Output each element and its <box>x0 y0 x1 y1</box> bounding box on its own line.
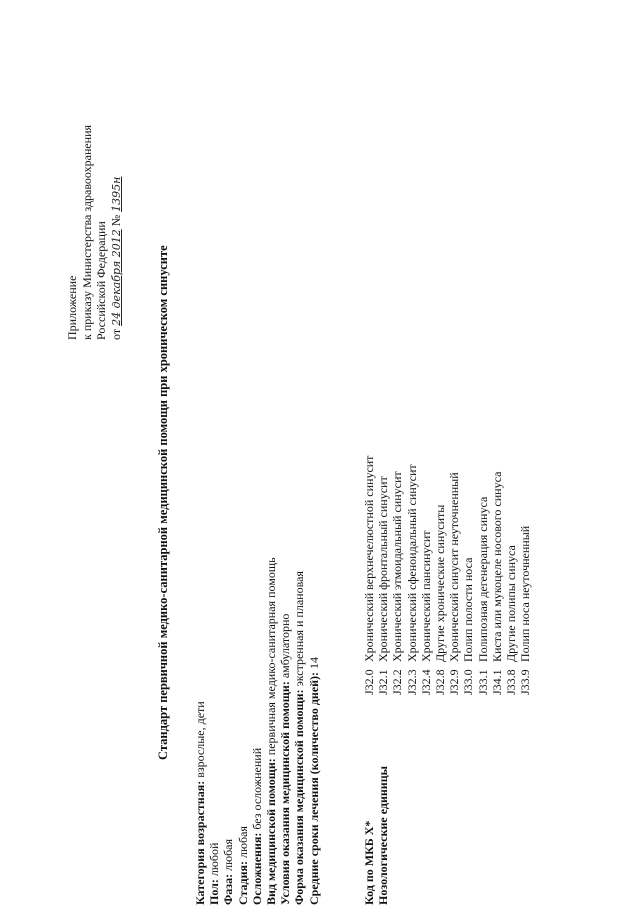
handwritten-number: 1395н <box>109 176 123 212</box>
annex-line-4 <box>109 10 124 340</box>
meta-row <box>278 145 292 905</box>
icd-code: J33.0 <box>461 669 476 695</box>
icd-row <box>518 145 532 905</box>
meta-label: Форма оказания медицинской помощи: <box>292 689 307 905</box>
meta-row <box>236 145 250 905</box>
meta-label: Стадия: <box>235 860 250 905</box>
icd-code: J34.1 <box>489 669 504 695</box>
icd-code: J32.0 <box>362 669 376 695</box>
meta-label: Пол: <box>207 879 222 905</box>
icd-name: Полип носа неуточненный <box>518 525 533 662</box>
meta-label: Категория возрастная: <box>193 780 207 905</box>
icd-name: Хронический сфеноидальный синусит <box>404 464 419 662</box>
handwritten-date: 24 декабря 2012 <box>109 229 123 326</box>
meta-value: экстренная и плановая <box>292 571 307 690</box>
icd-name: Хронический пансинусит <box>418 530 433 662</box>
meta-value: без осложнений <box>249 747 264 833</box>
document-title: Стандарт первичной медико-санитарной медицинской помощи при хроническом синусите <box>156 245 170 760</box>
annex-block <box>65 10 123 340</box>
annex-line-1: Приложение <box>65 275 79 340</box>
icd-code: J32.2 <box>390 669 405 695</box>
annex-number-prefix: № <box>108 214 123 227</box>
icd-row <box>405 145 419 905</box>
icd-name: Другие хронические синуситы <box>432 504 447 662</box>
meta-row <box>221 145 235 905</box>
nosological-units-label: Нозологические единицы <box>376 765 391 905</box>
icd-row <box>490 145 504 905</box>
meta-row <box>207 145 221 905</box>
icd-code: J32.8 <box>432 669 447 695</box>
icd-code: J32.4 <box>418 669 433 695</box>
meta-row <box>193 145 207 905</box>
icd-row <box>433 145 447 905</box>
meta-label: Средние сроки лечения (количество дней): <box>306 671 321 905</box>
icd-code: J32.1 <box>376 669 391 695</box>
meta-value: любая <box>235 826 250 861</box>
annex-line-2: к приказу Министерства здравоохранения <box>79 124 94 340</box>
icd-code-label: Код по МКБ X* <box>362 820 376 905</box>
icd-code: J33.8 <box>503 669 518 695</box>
icd-code: J32.3 <box>404 669 419 695</box>
meta-list <box>193 145 321 905</box>
meta-label: Условия оказания медицинской помощи: <box>278 681 293 905</box>
icd-name: Киста или мукоцеле носового синуса <box>489 471 504 662</box>
meta-label: Осложнения: <box>249 832 264 905</box>
icd-row <box>376 145 390 905</box>
annex-date-prefix: от <box>108 328 123 340</box>
meta-value: амбулаторно <box>278 613 293 682</box>
meta-row <box>307 145 321 905</box>
icd-name: Хронический синусит неуточненный <box>447 472 462 662</box>
icd-code: J33.9 <box>518 669 533 695</box>
icd-name: Хронический фронтальный синусит <box>376 476 391 662</box>
meta-value: взрослые, дети <box>193 701 207 781</box>
icd-name: Другие полипы синуса <box>503 545 518 662</box>
meta-value: первичная медико-санитарная помощь <box>263 557 278 759</box>
icd-name: Хронический верхнечелюстной синусит <box>362 455 376 662</box>
icd-name: Хронический этмоидальный синусит <box>390 471 405 662</box>
meta-row <box>250 145 264 905</box>
meta-row <box>264 145 278 905</box>
icd-code: J33.1 <box>475 669 490 695</box>
meta-row <box>292 145 306 905</box>
icd-row <box>419 145 433 905</box>
meta-value: 14 <box>306 656 321 672</box>
meta-label: Вид медицинской помощи: <box>263 758 278 905</box>
icd-row <box>447 145 461 905</box>
icd-name: Полип полости носа <box>461 557 476 662</box>
icd-row <box>476 145 490 905</box>
icd-name: Полипозная дегенерация синуса <box>475 496 490 662</box>
icd-row <box>362 145 376 905</box>
annex-line-3: Российской Федерации <box>94 221 108 340</box>
meta-label: Фаза: <box>221 873 236 905</box>
icd-row <box>504 145 518 905</box>
meta-value: любая <box>221 838 236 874</box>
meta-value: любой <box>207 842 222 880</box>
icd-row <box>461 145 475 905</box>
icd-code-list <box>362 145 532 905</box>
icd-row <box>390 145 404 905</box>
icd-code: J32.9 <box>447 669 462 695</box>
